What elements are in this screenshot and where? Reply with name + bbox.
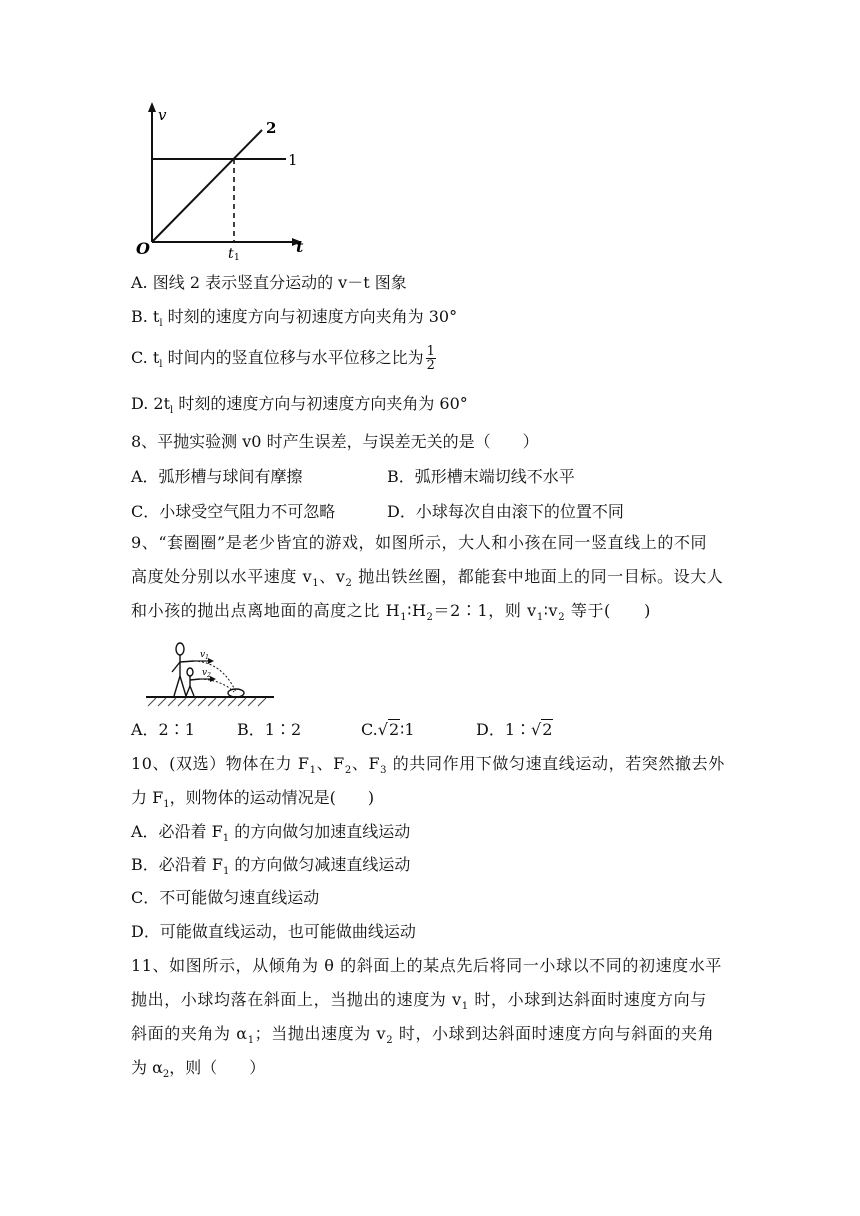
q7-option-c: C. $t_l$ 时间内的竖直位移与水平位移之比为 $\frac{1}{2}$ [131, 344, 435, 373]
q10-stem-line-1: 10、(双选）物体在力 $F_1$、$F_2$、$F_3$ 的共同作用下做匀速直线运动，若突然撤去外 [131, 754, 725, 777]
q11-stem-line-2: 抛出，小球均落在斜面上，当抛出的速度为 $v_1$ 时，小球到达斜面时速度方向与 [131, 990, 707, 1013]
q8-stem: 8、平抛实验测 v0 时产生误差，与误差无关的是（ ） [131, 432, 539, 451]
q10-option-c: C．不可能做匀速直线运动 [131, 888, 320, 907]
q9-stem-line-1: 9、“套圈圈”是老少皆宜的游戏，如图所示，大人和小孩在同一竖直线上的不同 [131, 533, 708, 552]
sqrt-2: √2 [531, 720, 553, 739]
origin-label: O [136, 239, 150, 258]
vt-graph [128, 100, 328, 260]
line-1-label: 1 [288, 151, 298, 169]
y-axis-label: v [158, 106, 167, 124]
q9-stem-line-2: 高度处分别以水平速度 $v_1$、$v_2$ 抛出铁丝圈，都能套中地面上的同一目标。设大人 [131, 567, 724, 590]
t1-label: t [228, 246, 234, 260]
target-object [228, 689, 244, 697]
q7-option-b: B. $t_l$ 时刻的速度方向与初速度方向夹角为 30° [131, 307, 458, 330]
q8-option-b: B．弧形槽末端切线不水平 [387, 467, 575, 486]
q9-option-a: A．2∶1 [131, 720, 195, 739]
fraction-one-half: $\frac{1}{2}$ [426, 344, 435, 373]
ring-toss-figure [142, 640, 282, 708]
q11-stem-line-4: 为 $\alpha_2$，则（ ） [131, 1058, 266, 1081]
q10-stem-line-2: 力 $F_1$，则物体的运动情况是( ) [131, 788, 375, 811]
q8-option-a: A．弧形槽与球间有摩擦 [131, 467, 303, 486]
v1-label: $v_1$ [200, 650, 209, 661]
child-figure [186, 668, 200, 696]
t1-subscript: 1 [234, 253, 240, 260]
trajectory-2 [200, 679, 234, 692]
trajectory-1 [194, 661, 236, 692]
q7-option-d: D. $2t_l$ 时刻的速度方向与初速度方向夹角为 60° [131, 394, 468, 417]
q9-option-c: C.√2∶1 [361, 720, 415, 739]
q9-option-b: B．1∶2 [237, 720, 302, 739]
y-axis-arrow [148, 102, 156, 112]
q11-stem-line-3: 斜面的夹角为 $\alpha_1$；当抛出速度为 $v_2$ 时，小球到达斜面时速度方向与斜面的夹角 [131, 1024, 715, 1047]
line-2 [152, 130, 262, 242]
q10-option-a: A．必沿着 $F_1$ 的方向做匀加速直线运动 [131, 822, 411, 845]
q8-option-d: D．小球每次自由滚下的位置不同 [387, 502, 624, 521]
line-2-label: 2 [266, 119, 277, 137]
q10-option-d: D．可能做直线运动，也可能做曲线运动 [131, 922, 416, 941]
q10-option-b: B．必沿着 $F_1$ 的方向做匀减速直线运动 [131, 855, 411, 878]
v2-label: $v_2$ [202, 668, 211, 679]
x-axis-label: t [296, 237, 304, 256]
sqrt-2: √2 [377, 720, 400, 739]
q7-option-a: A. 图线 2 表示竖直分运动的 v－t 图象 [131, 273, 407, 292]
q11-stem-line-1: 11、如图所示，从倾角为 θ 的斜面上的某点先后将同一小球以不同的初速度水平 [131, 956, 722, 975]
q9-option-d: D．1∶√2 [476, 720, 553, 739]
ground-hatching [148, 698, 266, 706]
q9-stem-line-3: 和小孩的抛出点离地面的高度之比 $H_1∶H_2=2∶1$，则 $v_1∶v_2$ 等于( ) [131, 601, 651, 624]
q8-option-c: C．小球受空气阻力不可忽略 [131, 502, 336, 521]
